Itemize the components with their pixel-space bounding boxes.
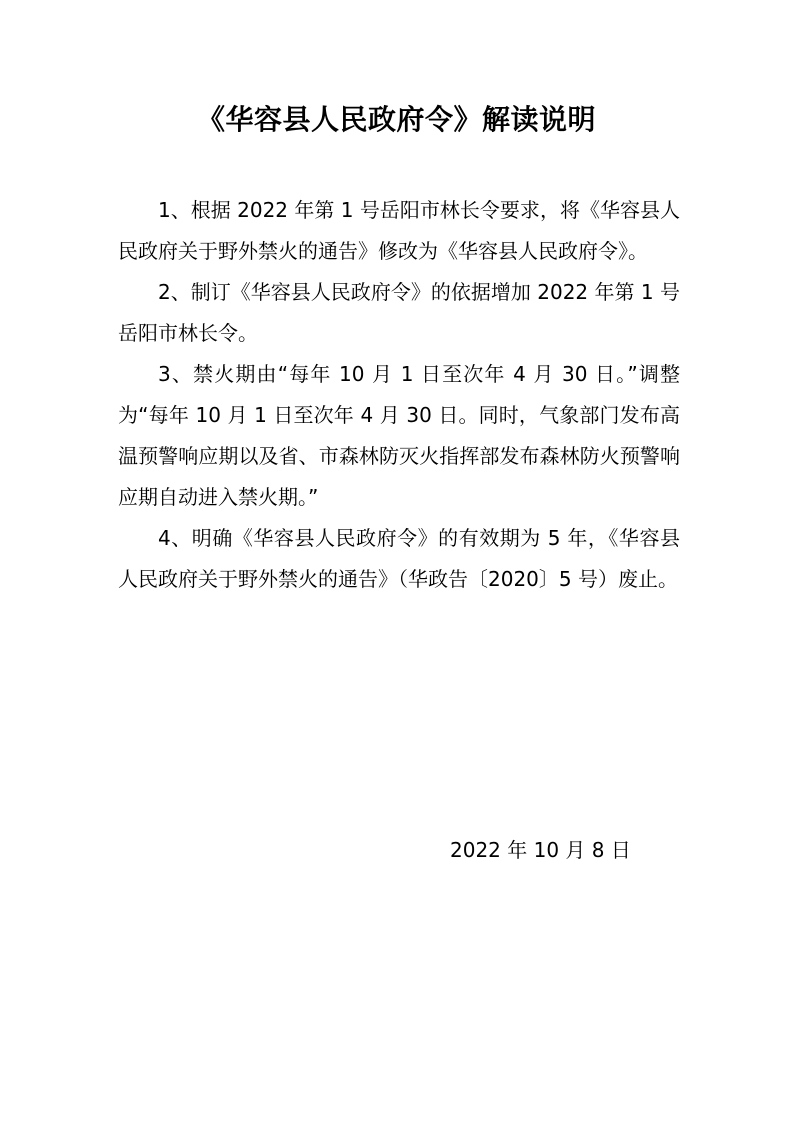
paragraph-4: 4、明确《华容县人民政府令》的有效期为 5 年，《华容县人民政府关于野外禁火的通告》（华政告〔2020〕5 号）废止。	[118, 526, 680, 591]
document-date: 2022 年 10 月 8 日	[450, 838, 631, 862]
paragraph-2: 2、制订《华容县人民政府令》的依据增加 2022 年第 1 号岳阳市林长令。	[118, 280, 680, 345]
document-title: 《华容县人民政府令》解读说明	[196, 103, 596, 136]
paragraph-3: 3、禁火期由“每年 10 月 1 日至次年 4 月 30 日。”调整为“每年 10 月 1 日至次年 4 月 30 日。同时，气象部门发布高温预警响应期以及省、市森林防灭火指挥部发布森林防火预警响应期自动进入禁火期。”	[118, 362, 680, 509]
paragraph-1: 1、根据 2022 年第 1 号岳阳市林长令要求，将《华容县人民政府关于野外禁火的通告》修改为《华容县人民政府令》。	[118, 198, 680, 263]
document-body	[118, 190, 680, 600]
